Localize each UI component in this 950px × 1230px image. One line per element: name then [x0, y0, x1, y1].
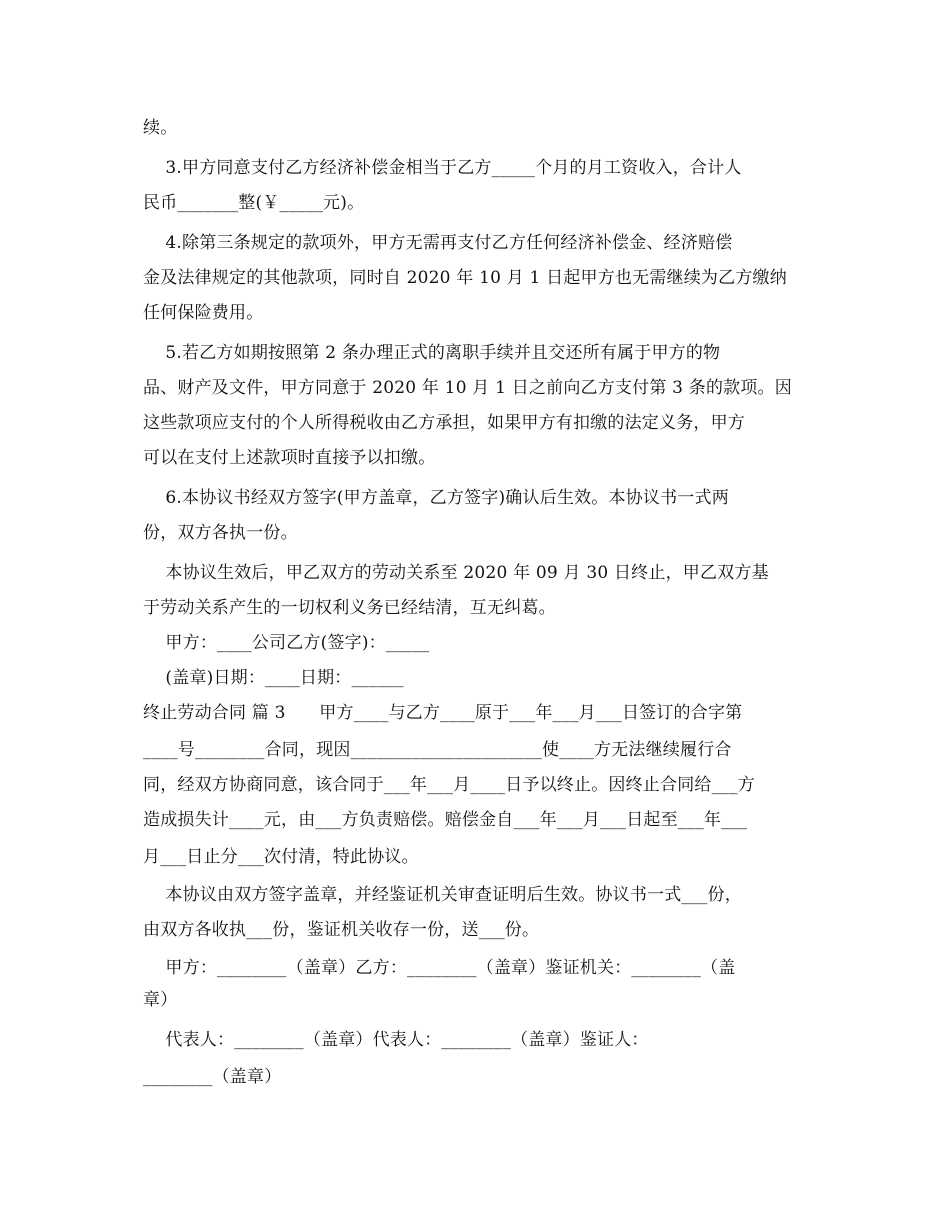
text-line: 由双方各收执___份，鉴证机关收存一份，送___份。	[143, 920, 540, 940]
section-heading-line: 终止劳动合同 篇 3 甲方____与乙方____原于___年___月___日签订的合字第	[143, 703, 743, 723]
text-line: ________（盖章）	[143, 1067, 282, 1087]
text-line: 6.本协议书经双方签字(甲方盖章，乙方签字)确认后生效。本协议书一式两	[143, 488, 729, 508]
text-line: 造成损失计____元，由___方负责赔偿。赔偿金自___年___月___日起至___年___	[143, 810, 748, 830]
text-line: 可以在支付上述款项时直接予以扣缴。	[143, 448, 436, 468]
text-line: 这些款项应支付的个人所得税收由乙方承担，如果甲方有扣缴的法定义务，甲方	[143, 413, 745, 433]
text-line: 品、财产及文件，甲方同意于 2020 年 10 月 1 日之前向乙方支付第 3 条的款项。因	[143, 378, 792, 398]
text-line: 5.若乙方如期按照第 2 条办理正式的离职手续并且交还所有属于甲方的物	[143, 343, 721, 363]
text-line: (盖章)日期：____日期：______	[143, 668, 404, 688]
text-line: 代表人：________（盖章）代表人：________（盖章）鉴证人：	[143, 1030, 649, 1050]
text-line: 甲方：________（盖章）乙方：________（盖章）鉴证机关：________（盖	[143, 958, 736, 978]
text-line: 4.除第三条规定的款项外，甲方无需再支付乙方任何经济补偿金、经济赔偿	[143, 233, 733, 253]
text-line: 份，双方各执一份。	[143, 523, 298, 543]
text-line: 同，经双方协商同意，该合同于___年___月____日予以终止。因终止合同给___方	[143, 775, 755, 795]
text-line: ____号________合同，现因______________________使____方无法继续履行合	[143, 740, 732, 760]
text-line: 本协议由双方签字盖章，并经鉴证机关审查证明后生效。协议书一式___份，	[143, 885, 742, 905]
text-line: 于劳动关系产生的一切权利义务已经结清，互无纠葛。	[143, 598, 556, 618]
text-line: 本协议生效后，甲乙双方的劳动关系至 2020 年 09 月 30 日终止，甲乙双方基	[143, 563, 769, 583]
text-line: 月___日止分___次付清，特此协议。	[143, 847, 419, 867]
text-line: 3.甲方同意支付乙方经济补偿金相当于乙方_____个月的月工资收入，合计人	[143, 158, 742, 178]
text-line: 甲方：____公司乙方(签字)：_____	[143, 633, 430, 653]
text-line: 续。	[143, 118, 178, 138]
text-line: 民币_______整(￥_____元)。	[143, 193, 365, 213]
text-line: 金及法律规定的其他款项，同时自 2020 年 10 月 1 日起甲方也无需继续为乙方缴纳	[143, 268, 787, 288]
text-line: 任何保险费用。	[143, 303, 264, 323]
text-line: 章）	[143, 990, 178, 1010]
